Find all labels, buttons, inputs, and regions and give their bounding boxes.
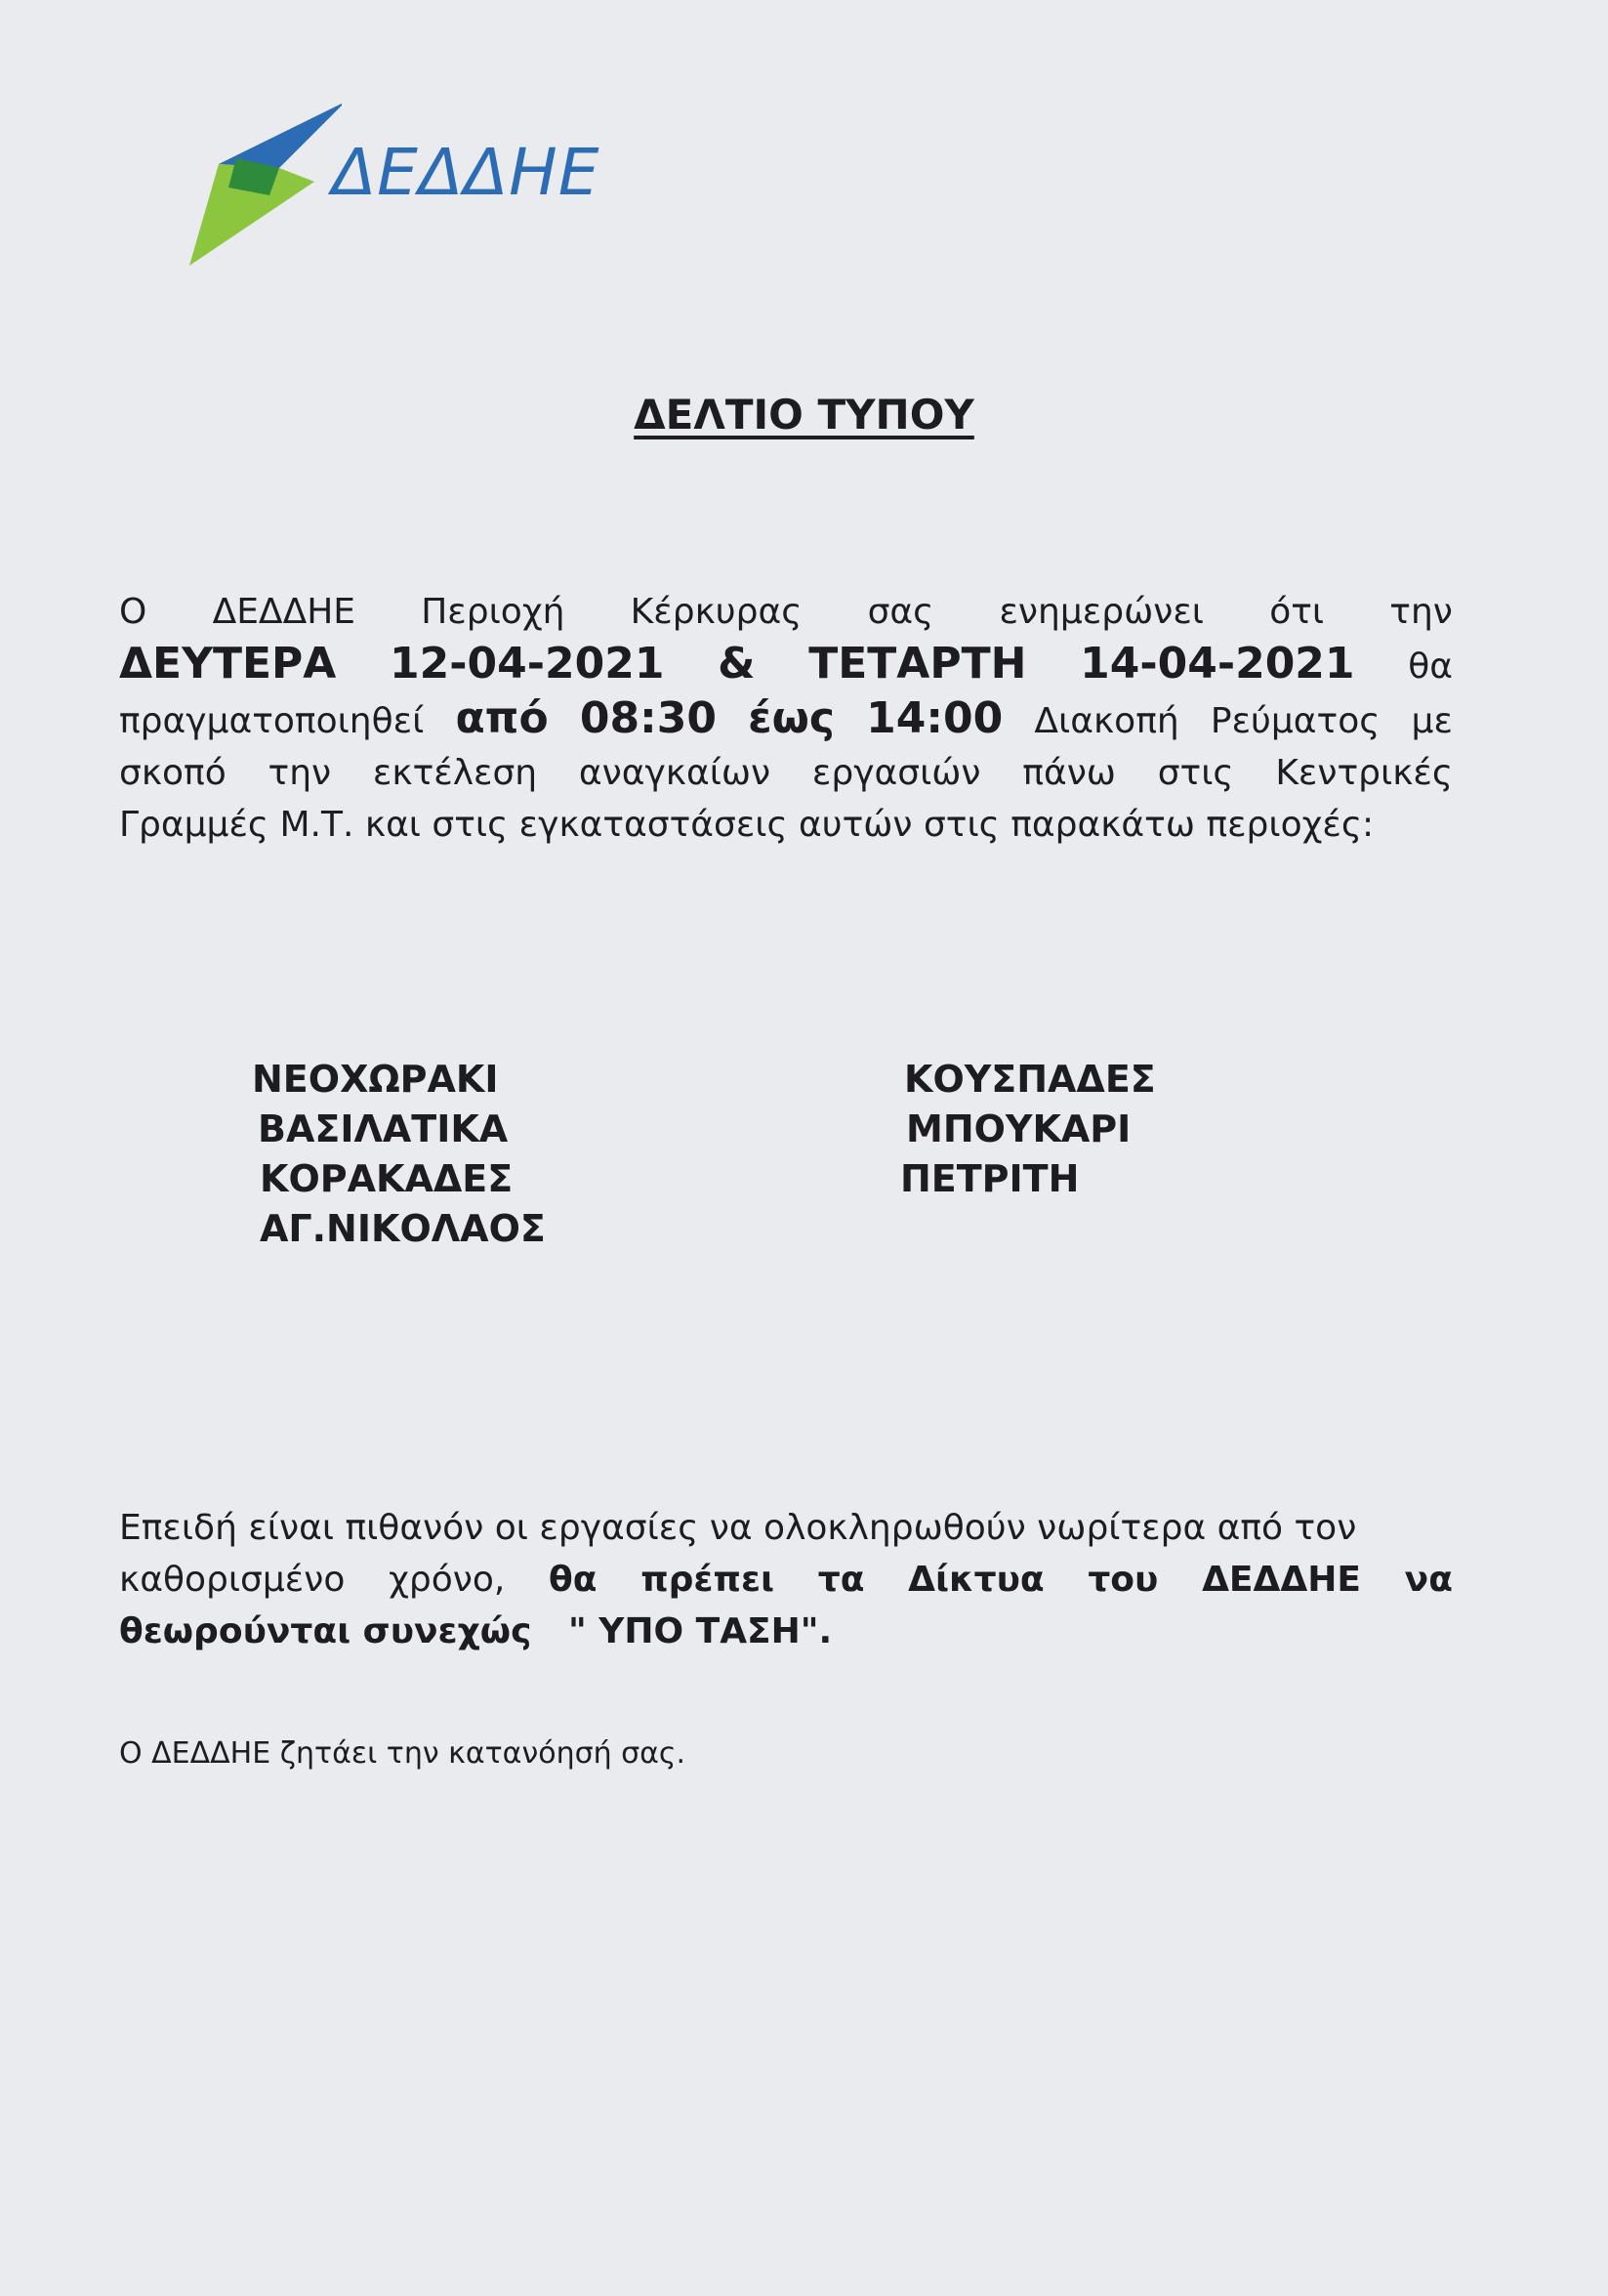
- intro-dates-line: ΔΕΥΤΕΡΑ 12-04-2021 & ΤΕΤΑΡΤΗ 14-04-2021 θα: [119, 639, 1453, 689]
- deddie-logo: [186, 94, 615, 279]
- area-item: ΑΓ.ΝΙΚΟΛΑΟΣ: [260, 1207, 546, 1250]
- intro-time-line: πραγματοποιηθεί από 08:30 έως 14:00 Διακοπή Ρεύματος με: [119, 693, 1453, 743]
- notice-line-3: θεωρούνται συνεχώς " ΥΠΟ ΤΑΣΗ".: [119, 1611, 833, 1651]
- notice-line-1: Επειδή είναι πιθανόν οι εργασίες να ολοκληρωθούν νωρίτερα από τον: [119, 1508, 1357, 1548]
- intro-line-1: Ο ΔΕΔΔΗΕ Περιοχή Κέρκυρας σας ενημερώνει ότι την: [119, 592, 1453, 632]
- intro-paragraph: [119, 586, 1453, 851]
- area-item: ΝΕΟΧΩΡΑΚΙ: [252, 1058, 499, 1101]
- intro-line-4: σκοπό την εκτέλεση αναγκαίων εργασιών πάνω στις Κεντρικές: [119, 753, 1453, 793]
- start-time: 08:30: [579, 693, 717, 743]
- area-item: ΚΟΥΣΠΑΔΕΣ: [904, 1058, 1156, 1101]
- second-date: 14-04-2021: [1080, 639, 1355, 689]
- lightning-bolt-icon: [186, 94, 342, 279]
- end-time: 14:00: [866, 693, 1004, 743]
- intro-line-5: Γραμμές Μ.Τ. και στις εγκαταστάσεις αυτών στις παρακάτω περιοχές:: [119, 805, 1375, 845]
- closing-text: Ο ΔΕΔΔΗΕ ζητάει την κατανόησή σας.: [119, 1736, 686, 1771]
- notice-line-2: καθορισμένο χρόνο, θα πρέπει τα Δίκτυα του ΔΕΔΔΗΕ να: [119, 1560, 1453, 1600]
- area-item: ΠΕΤΡΙΤΗ: [900, 1157, 1080, 1200]
- areas-list-left: [252, 1055, 546, 1254]
- areas-list-right: [900, 1055, 1156, 1204]
- second-day: ΤΕΤΑΡΤΗ: [808, 639, 1027, 689]
- logo-wordmark: ΔΕΔΔΗΕ: [332, 135, 600, 210]
- area-item: ΚΟΡΑΚΑΔΕΣ: [260, 1157, 514, 1200]
- notice-paragraph: [119, 1502, 1453, 1657]
- area-item: ΜΠΟΥΚΑΡΙ: [906, 1107, 1132, 1150]
- first-date: 12-04-2021: [390, 639, 665, 689]
- page-title: ΔΕΛΤΙΟ ΤΥΠΟΥ: [634, 391, 974, 438]
- first-day: ΔΕΥΤΕΡΑ: [119, 639, 337, 689]
- area-item: ΒΑΣΙΛΑΤΙΚΑ: [258, 1107, 509, 1150]
